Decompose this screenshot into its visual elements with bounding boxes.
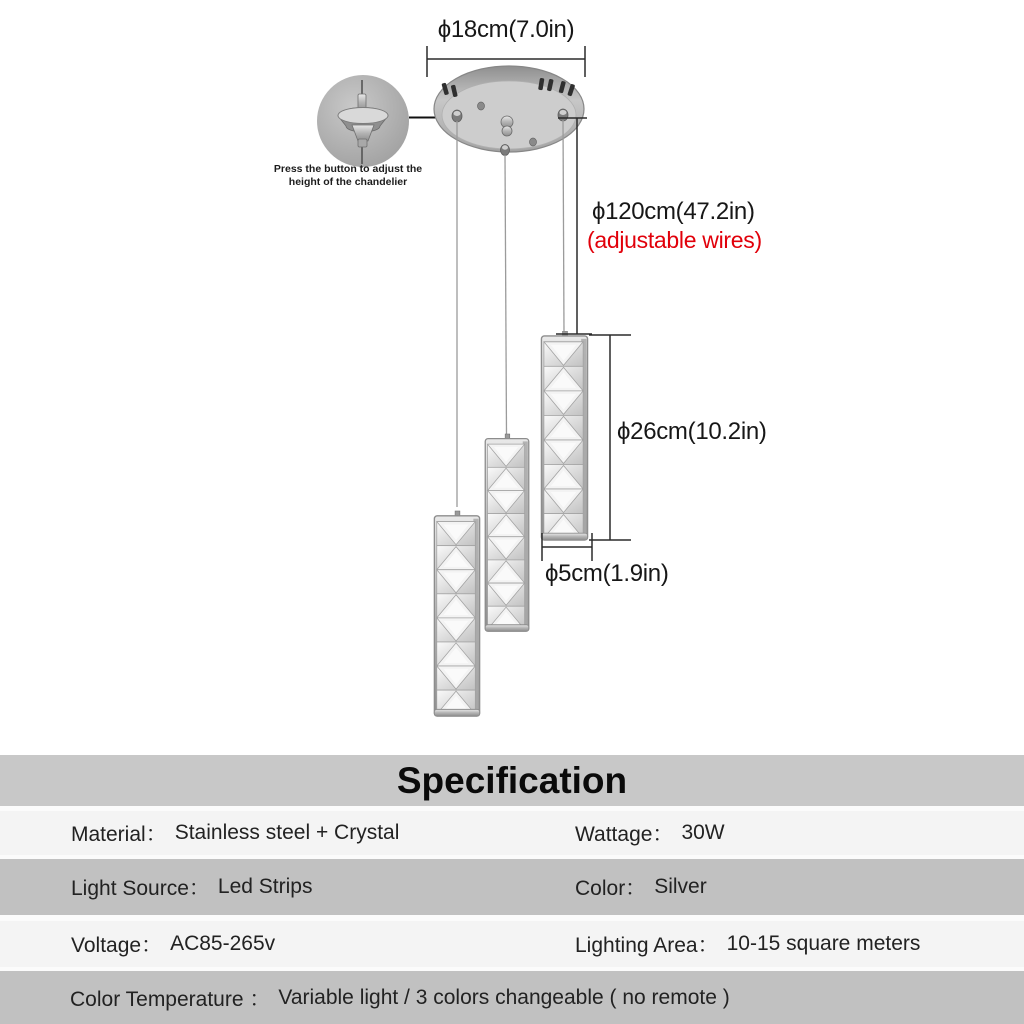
spec-title: Specification bbox=[0, 755, 1024, 806]
canopy-diameter-label: ϕ18cm(7.0in) bbox=[437, 16, 575, 43]
spec-value: Silver bbox=[654, 875, 707, 898]
spec-label: Light Source： bbox=[71, 877, 210, 900]
spec-value: 30W bbox=[681, 821, 725, 844]
spec-label: Lighting Area： bbox=[575, 934, 719, 957]
spec-label: Color Temperature ： bbox=[70, 987, 271, 1011]
spec-value: Led Strips bbox=[217, 875, 313, 898]
inset-caption-line1: Press the button to adjust the bbox=[273, 163, 423, 175]
spec-label: Wattage： bbox=[575, 823, 674, 846]
spec-row-material-wattage bbox=[0, 811, 1024, 855]
pendant-length-label: ϕ26cm(10.2in) bbox=[617, 418, 767, 445]
spec-value: AC85-265v bbox=[170, 932, 276, 955]
crystal-pendant-middle bbox=[485, 434, 529, 631]
dim-wires-line bbox=[556, 118, 592, 334]
inset-caption bbox=[260, 163, 436, 189]
spec-row-voltage-area bbox=[0, 921, 1024, 967]
height-adjuster-inset bbox=[317, 75, 409, 167]
spec-label: Voltage： bbox=[71, 934, 163, 957]
spec-label: Color： bbox=[575, 877, 647, 900]
crystal-pendant-left bbox=[434, 511, 479, 716]
spec-label: Material： bbox=[71, 823, 167, 846]
spec-value: Variable light / 3 colors changeable ( no remote ) bbox=[278, 985, 730, 1009]
crystal-pendant-right bbox=[541, 331, 587, 540]
wire-length-label: ϕ120cm(47.2in) bbox=[592, 198, 755, 225]
adjustable-wires-note: (adjustable wires) bbox=[587, 227, 762, 253]
pendant-width-label: ϕ5cm(1.9in) bbox=[545, 560, 669, 587]
spec-row-lightsource-color bbox=[0, 859, 1024, 915]
spec-row-color-temperature bbox=[0, 971, 1024, 1024]
spec-value: Stainless steel + Crystal bbox=[174, 821, 400, 844]
spec-value: 10-15 square meters bbox=[726, 932, 921, 955]
specification-section bbox=[0, 755, 1024, 1024]
inset-caption-line2: height of the chandelier bbox=[288, 176, 408, 188]
